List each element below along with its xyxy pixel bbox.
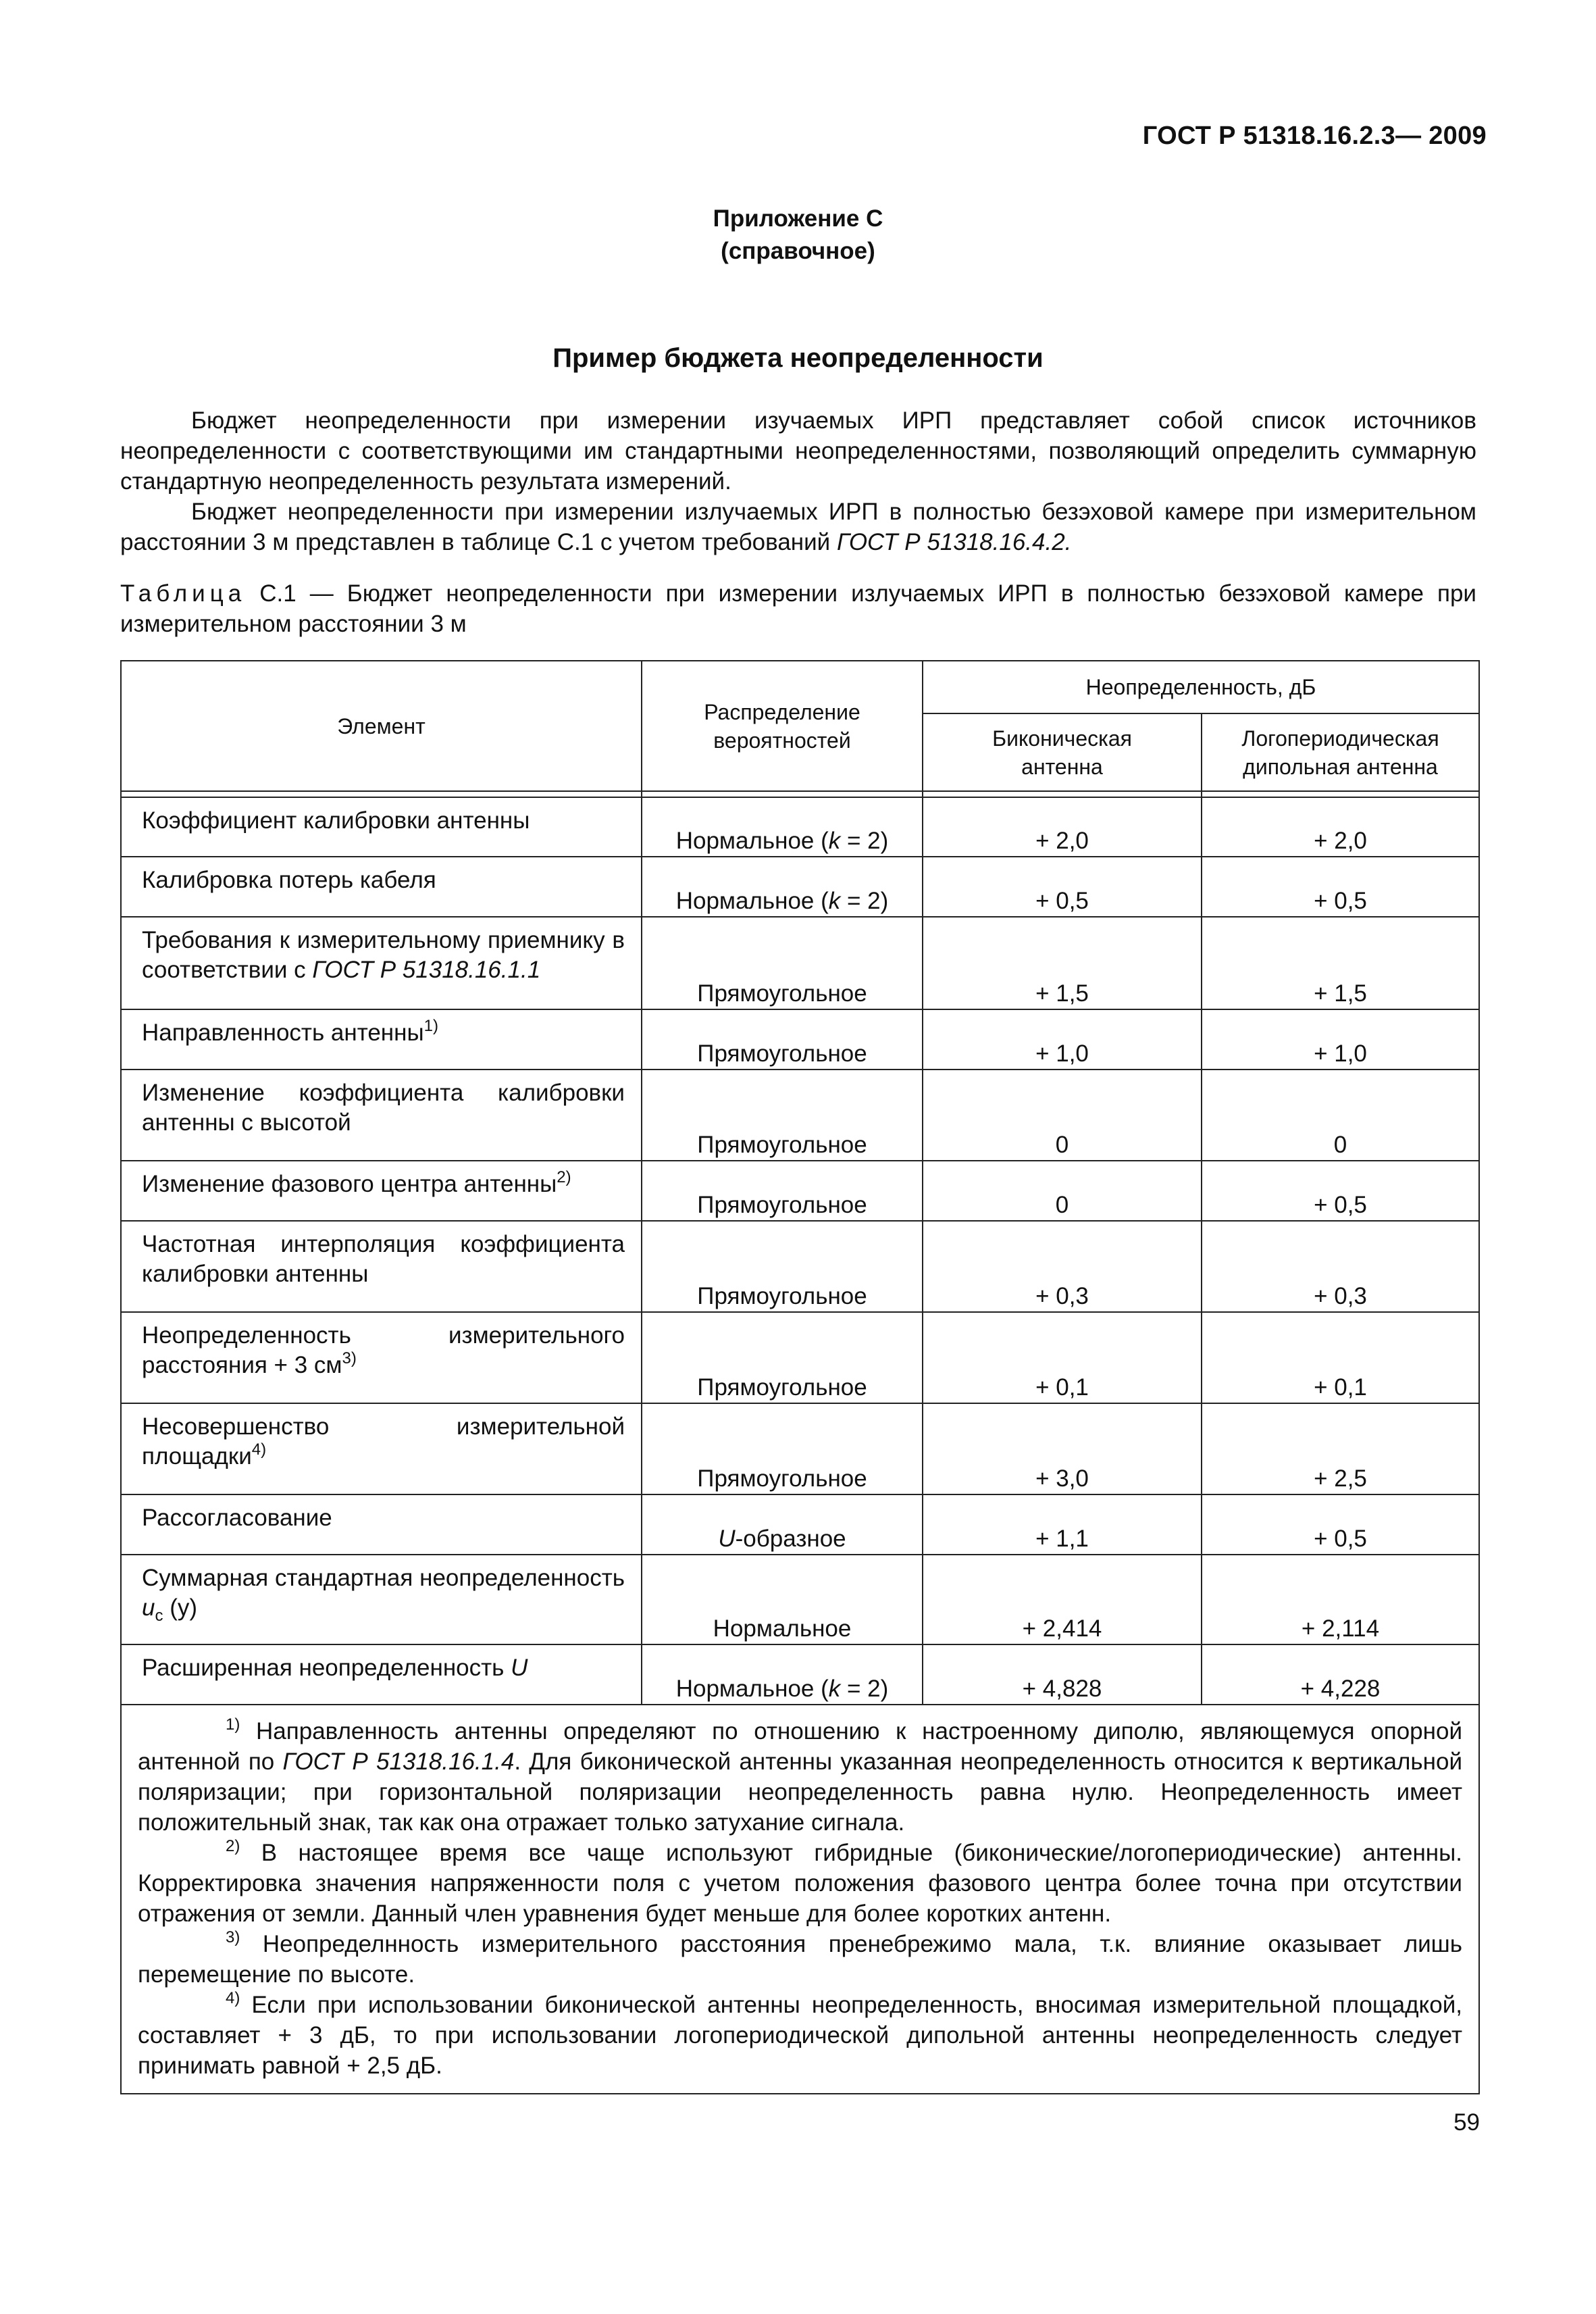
row-distribution: Прямоугольное	[642, 1161, 923, 1221]
intro-paragraph-2-text: Бюджет неопределенности при измерении излучаемых ИРП в полностью безэховой камере при измерительном расстоянии 3 м представлен в таблице С.1 с учетом требований	[120, 499, 1476, 555]
table-caption	[120, 578, 1476, 639]
table-row	[121, 1070, 1479, 1161]
row-biconical: + 2,0	[923, 797, 1202, 857]
header-biconical: Биконическая антенна	[923, 713, 1202, 791]
row-distribution: Прямоугольное	[642, 917, 923, 1009]
footnote-marker: 1)	[423, 1017, 438, 1035]
row-logperiodic: + 0,1	[1202, 1312, 1479, 1403]
row-element: Направленность антенны$^{1)}$	[121, 1009, 642, 1070]
row-logperiodic: + 0,3	[1202, 1221, 1479, 1312]
document-code: ГОСТ Р 51318.16.2.3— 2009	[1142, 122, 1487, 150]
note-1: $^{1)}$ Направленность антенны определяют по отношению к настроенному диполю, являющемуся опорной антенной по ГОСТ Р 51318.16.1.4. Для биконической антенны указанная неопределенность относится к вертикальной поляризации; при горизонтальной поляризации неопределенность равна нулю. Неопределенность имеет положительный знак, так как она отражает только затухание сигнала.	[138, 1715, 1462, 1836]
table-row	[121, 1644, 1479, 1705]
row-distribution: Нормальное (k = 2)	[642, 797, 923, 857]
row-standard-reference: ГОСТ Р 51318.16.1.1	[312, 957, 541, 983]
table-row	[121, 1161, 1479, 1221]
row-element: Коэффициент калибровки антенны	[121, 797, 642, 857]
row-logperiodic: + 0,5	[1202, 857, 1479, 917]
row-element: Суммарная стандартная неопределенность $u_c$ (y)	[121, 1555, 642, 1644]
row-element: Калибровка потерь кабеля	[121, 857, 642, 917]
row-biconical: + 1,1	[923, 1494, 1202, 1555]
row-biconical: + 2,414	[923, 1555, 1202, 1644]
row-distribution: Нормальное (k = 2)	[642, 1644, 923, 1705]
header-distribution: Распределение вероятностей	[642, 661, 923, 791]
table-row	[121, 797, 1479, 857]
row-distribution: Прямоугольное	[642, 1403, 923, 1494]
row-distribution: Прямоугольное	[642, 1009, 923, 1070]
row-element: Частотная интерполяция коэффициента калибровки антенны	[121, 1221, 642, 1312]
footnote-marker: 4)	[251, 1440, 267, 1459]
row-distribution: Прямоугольное	[642, 1312, 923, 1403]
appendix-title: Приложение С	[713, 205, 883, 232]
row-logperiodic: + 0,5	[1202, 1161, 1479, 1221]
intro-text	[120, 405, 1476, 557]
footnote-marker: 3)	[342, 1349, 357, 1367]
header-element: Элемент	[121, 661, 642, 791]
row-element: Расширенная неопределенность U	[121, 1644, 642, 1705]
appendix-subtitle: (справочное)	[721, 238, 875, 264]
note-standard-reference: ГОСТ Р 51318.16.1.4	[282, 1749, 515, 1775]
section-title: Пример бюджета неопределенности	[552, 343, 1044, 373]
row-biconical: 0	[923, 1161, 1202, 1221]
row-biconical: + 4,828	[923, 1644, 1202, 1705]
row-biconical: + 1,0	[923, 1009, 1202, 1070]
table-row	[121, 857, 1479, 917]
footnote-marker: 2)	[557, 1168, 571, 1186]
table-notes-row	[121, 1705, 1479, 2094]
table-caption-label: Таблица	[120, 580, 247, 607]
table-caption-text: С.1 — Бюджет неопределенности при измерении излучаемых ИРП в полностью безэховой камере при измерительном расстоянии 3 м	[120, 580, 1476, 637]
row-biconical: + 0,3	[923, 1221, 1202, 1312]
row-biconical: + 3,0	[923, 1403, 1202, 1494]
table-row	[121, 1403, 1479, 1494]
row-distribution: Прямоугольное	[642, 1221, 923, 1312]
intro-paragraph-2	[120, 497, 1476, 557]
uncertainty-budget-table	[120, 660, 1480, 2094]
header-separator	[121, 791, 1479, 797]
note-3: $^{3)}$ Неопределнность измерительного расстояния пренебрежимо мала, т.к. влияние оказывает лишь перемещение по высоте.	[138, 1928, 1462, 1988]
page-number: 59	[1453, 2109, 1480, 2136]
row-biconical: + 0,1	[923, 1312, 1202, 1403]
table-row	[121, 1494, 1479, 1555]
intro-paragraph-1: Бюджет неопределенности при измерении изучаемых ИРП представляет собой список источников неопределенности с соответствующими им стандартными неопределенностями, позволяющий определить суммарную стандартную неопределенность результата измерений.	[120, 407, 1476, 495]
header-logperiodic: Логопериодическая дипольная антенна	[1202, 713, 1479, 791]
note-2: $^{2)}$ В настоящее время все чаще используют гибридные (биконические/логопериодические) антенны. Корректировка значения напряженности поля с учетом положения фазового центра более точна при отсутствии отражения от земли. Данный член уравнения будет меньше для более коротких антенн.	[138, 1837, 1462, 1927]
table-row	[121, 1555, 1479, 1644]
row-logperiodic: + 2,114	[1202, 1555, 1479, 1644]
row-element: Изменение фазового центра антенны$^{2)}$	[121, 1161, 642, 1221]
row-element: Несовершенство измерительной площадки$^{4)}$	[121, 1403, 642, 1494]
row-logperiodic: + 4,228	[1202, 1644, 1479, 1705]
row-logperiodic: + 0,5	[1202, 1494, 1479, 1555]
note-4: $^{4)}$ Если при использовании биконической антенны неопределенность, вносимая измерительной площадкой, составляет + 3 дБ, то при использовании логопериодической дипольной антенны неопределенность следует принимать равной + 2,5 дБ.	[138, 1989, 1462, 2079]
row-distribution: U-образное	[642, 1494, 923, 1555]
header-uncertainty: Неопределенность, дБ	[923, 661, 1479, 713]
row-element: Изменение коэффициента калибровки антенны с высотой	[121, 1070, 642, 1161]
row-biconical: + 1,5	[923, 917, 1202, 1009]
table-header-row	[121, 661, 1479, 713]
table-row	[121, 917, 1479, 1009]
row-logperiodic: + 1,5	[1202, 917, 1479, 1009]
row-element: Неопределенность измерительного расстояния + 3 $см^{3)}$	[121, 1312, 642, 1403]
row-logperiodic: + 1,0	[1202, 1009, 1479, 1070]
row-element: Рассогласование	[121, 1494, 642, 1555]
row-logperiodic: + 2,5	[1202, 1403, 1479, 1494]
intro-standard-reference: ГОСТ Р 51318.16.4.2.	[836, 529, 1072, 555]
table-row	[121, 1312, 1479, 1403]
appendix-heading	[0, 203, 1596, 268]
row-distribution: Нормальное (k = 2)	[642, 857, 923, 917]
table-row	[121, 1009, 1479, 1070]
row-logperiodic: 0	[1202, 1070, 1479, 1161]
row-biconical: + 0,5	[923, 857, 1202, 917]
table-row	[121, 1221, 1479, 1312]
row-logperiodic: + 2,0	[1202, 797, 1479, 857]
row-distribution: Прямоугольное	[642, 1070, 923, 1161]
row-distribution: Нормальное	[642, 1555, 923, 1644]
row-biconical: 0	[923, 1070, 1202, 1161]
row-element: Требования к измерительному приемнику в соответствии с ГОСТ Р 51318.16.1.1	[121, 917, 642, 1009]
table-notes	[121, 1705, 1479, 2094]
